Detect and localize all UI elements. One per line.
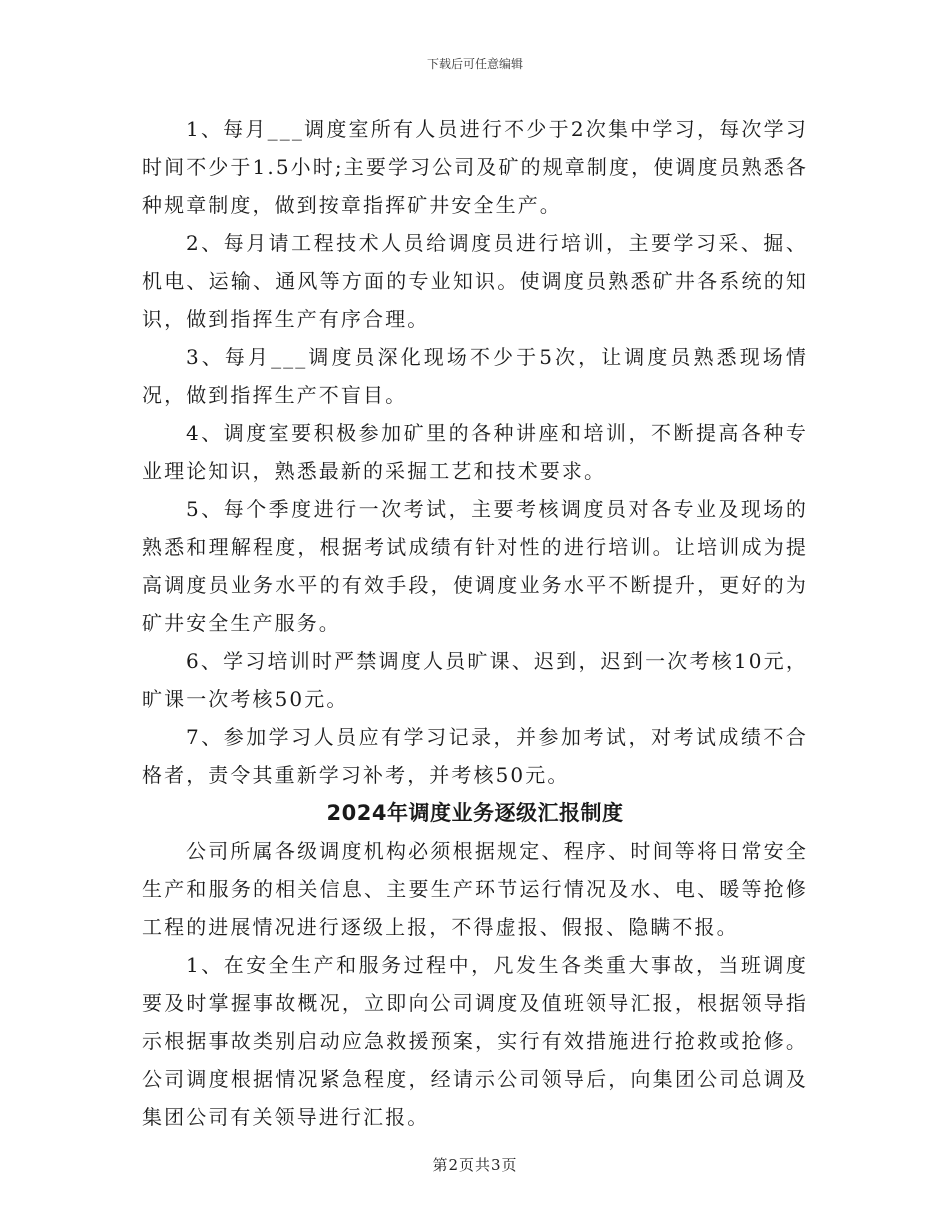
section-paragraph-item-1: 1、在安全生产和服务过程中，凡发生各类重大事故，当班调度要及时掌握事故概况，立即向公司调度及值班领导汇报，根据领导指示根据事故类别启动应急救援预案，实行有效措施进行抢救或抢修。公司调度根据情况紧急程度，经请示公司领导后，向集团公司总调及集团公司有关领导进行汇报。 [142, 953, 808, 1129]
paragraph-item-6: 6、学习培训时严禁调度人员旷课、迟到，迟到一次考核10元，旷课一次考核50元。 [142, 649, 808, 711]
paragraph-item-1: 1、每月___调度室所有人员进行不少于2次集中学习，每次学习时间不少于1.5小时;主要学习公司及矿的规章制度，使调度员熟悉各种规章制度，做到按章指挥矿井安全生产。 [142, 117, 808, 217]
paragraph-item-3: 3、每月___调度员深化现场不少于5次，让调度员熟悉现场情况，做到指挥生产不盲目。 [142, 345, 808, 407]
paragraph-item-4: 4、调度室要积极参加矿里的各种讲座和培训，不断提高各种专业理论知识，熟悉最新的采掘工艺和技术要求。 [142, 421, 808, 483]
paragraph-item-7: 7、参加学习人员应有学习记录，并参加考试，对考试成绩不合格者，责令其重新学习补考，并考核50元。 [142, 725, 808, 787]
section-title: 2024年调度业务逐级汇报制度 [326, 801, 624, 825]
section-intro-paragraph: 公司所属各级调度机构必须根据规定、程序、时间等将日常安全生产和服务的相关信息、主要生产环节运行情况及水、电、暖等抢修工程的进展情况进行逐级上报，不得虚报、假报、隐瞒不报。 [142, 839, 808, 939]
paragraph-item-5: 5、每个季度进行一次考试，主要考核调度员对各专业及现场的熟悉和理解程度，根据考试成绩有针对性的进行培训。让培训成为提高调度员业务水平的有效手段，使调度业务水平不断提升，更好的为矿井安全生产服务。 [142, 497, 808, 635]
document-body [142, 110, 808, 1136]
page-number-footer: 第2页共3页 [432, 1156, 518, 1174]
paragraph-item-2: 2、每月请工程技术人员给调度员进行培训，主要学习采、掘、机电、运输、通风等方面的专业知识。使调度员熟悉矿井各系统的知识，做到指挥生产有序合理。 [142, 231, 808, 331]
header-note: 下载后可任意编辑 [426, 57, 523, 71]
